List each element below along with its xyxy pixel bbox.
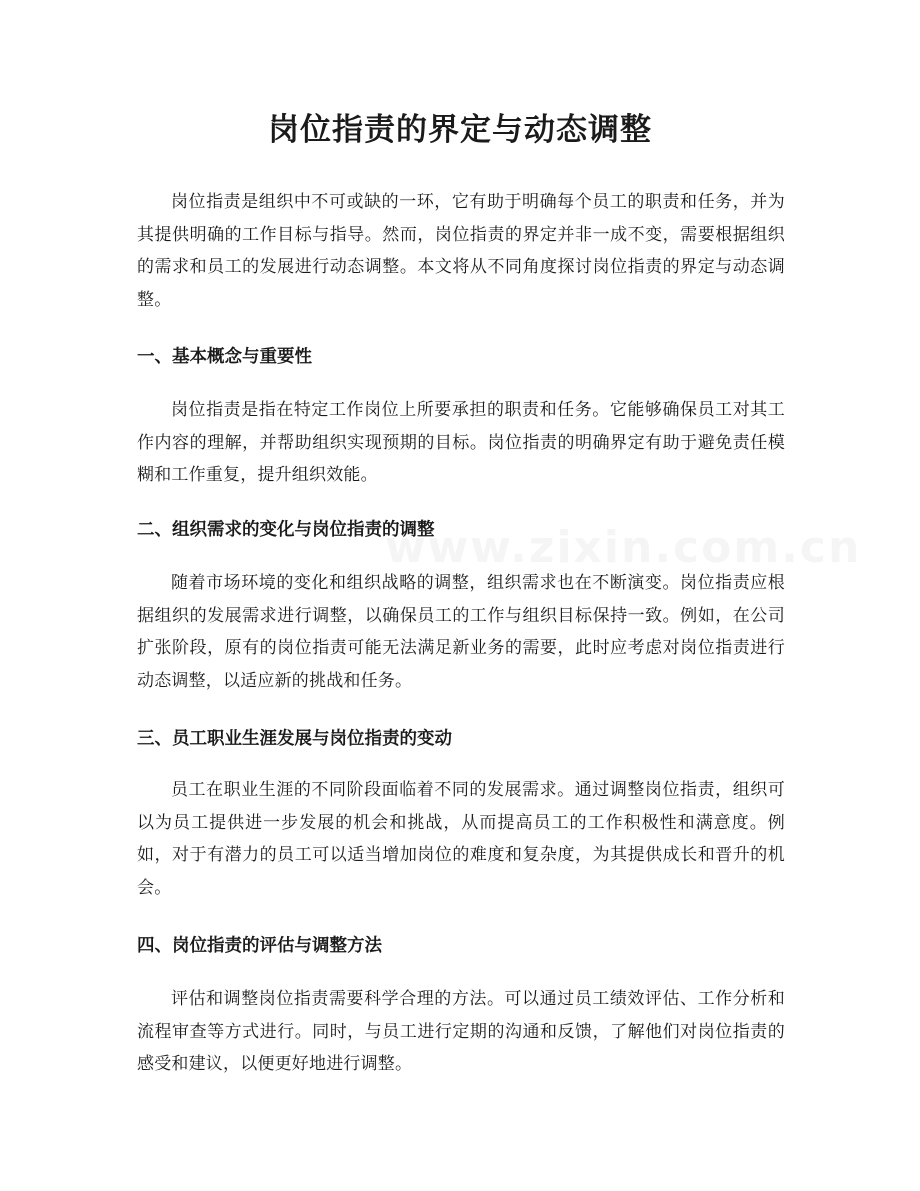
section-2-body: 随着市场环境的变化和组织战略的调整，组织需求也在不断演变。岗位指责应根据组织的发展需求进行调整，以确保员工的工作与组织目标保持一致。例如，在公司扩张阶段，原有的岗位指责可能无法满足新业务的需要，此时应考虑对岗位指责进行动态调整，以适应新的挑战和任务。 <box>137 573 785 691</box>
section-3-heading: 三、员工职业生涯发展与岗位指责的变动 <box>137 729 452 749</box>
section-1-body: 岗位指责是指在特定工作岗位上所要承担的职责和任务。它能够确保员工对其工作内容的理解，并帮助组织实现预期的目标。岗位指责的明确界定有助于避免责任模糊和工作重复，提升组织效能。 <box>137 400 785 485</box>
intro-paragraph: 岗位指责是组织中不可或缺的一环，它有助于明确每个员工的职责和任务，并为其提供明确的工作目标与指导。然而，岗位指责的界定并非一成不变，需要根据组织的需求和员工的发展进行动态调整。本文将从不同角度探讨岗位指责的界定与动态调整。 <box>137 192 785 310</box>
section-1-heading: 一、基本概念与重要性 <box>137 347 312 367</box>
watermark: www.zixin.com.cn <box>385 522 862 573</box>
section-2-heading: 二、组织需求的变化与岗位指责的调整 <box>137 520 435 540</box>
section-4-body: 评估和调整岗位指责需要科学合理的方法。可以通过员工绩效评估、工作分析和流程审查等方式进行。同时，与员工进行定期的沟通和反馈，了解他们对岗位指责的感受和建议，以便更好地进行调整。 <box>137 989 785 1074</box>
section-3-body: 员工在职业生涯的不同阶段面临着不同的发展需求。通过调整岗位指责，组织可以为员工提供进一步发展的机会和挑战，从而提高员工的工作积极性和满意度。例如，对于有潜力的员工可以适当增加岗位的难度和复杂度，为其提供成长和晋升的机会。 <box>137 780 785 898</box>
document-title: 岗位指责的界定与动态调整 <box>268 112 652 148</box>
section-4-heading: 四、岗位指责的评估与调整方法 <box>137 936 382 956</box>
